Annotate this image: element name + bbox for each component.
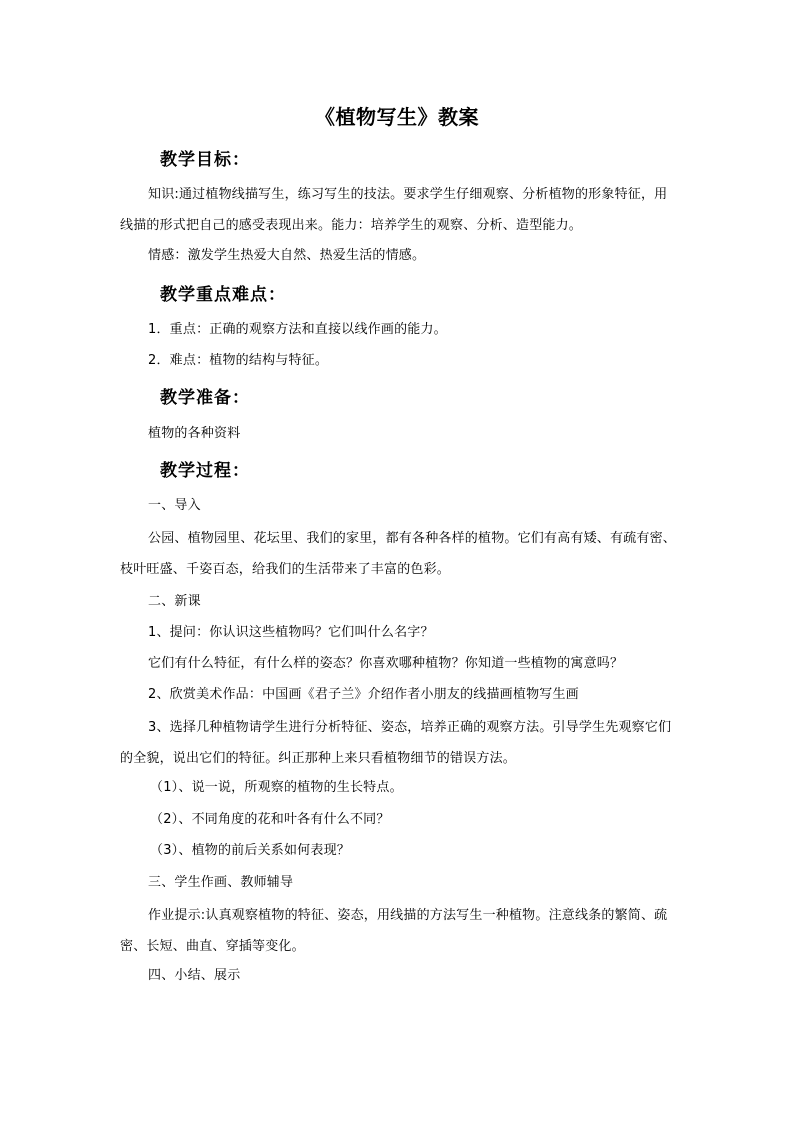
step2-item2: 2、欣赏美术作品：中国画《君子兰》介绍作者小朋友的线描画植物写生画 [148, 687, 579, 702]
step2-title: 二、新课 [148, 594, 201, 609]
step2-sub2: （2）、不同角度的花和叶各有什么不同？ [150, 812, 390, 827]
keypoint-2: 2．难点：植物的结构与特征。 [148, 353, 329, 368]
step1-paragraph: 公园、植物园里、花坛里、我们的家里，都有各种各样的植物。它们有高有矮、有疏有密、枝叶旺盛、千姿百态，给我们的生活带来了丰富的色彩。 [120, 531, 677, 577]
step2-sub1: （1）、说一说，所观察的植物的生长特点。 [150, 780, 403, 795]
document-title: 《植物写生》教案 [315, 105, 479, 129]
step2-item1b: 它们有什么特征，有什么样的姿态？你喜欢哪种植物？你知道一些植物的寓意吗？ [148, 656, 624, 671]
process-heading: 教学过程： [160, 461, 250, 481]
objectives-emotion-line: 情感：激发学生热爱大自然、热爱生活的情感。 [148, 248, 426, 263]
step2-item1: 1、提问：你认识这些植物吗？它们叫什么名字？ [148, 625, 434, 640]
step1-title: 一、导入 [148, 498, 201, 513]
step2-item3-paragraph: 3、选择几种植物请学生进行分析特征、姿态，培养正确的观察方法。引导学生先观察它们的全貌，说出它们的特征。纠正那种上来只看植物细节的错误方法。 [120, 720, 672, 766]
step2-sub3: （3）、植物的前后关系如何表现？ [150, 843, 350, 858]
step4-title: 四、小结、展示 [148, 968, 241, 983]
step3-paragraph: 作业提示:认真观察植物的特征、姿态，用线描的方法写生一种植物。注意线条的繁简、疏密、长短、曲直、穿插等变化。 [120, 908, 668, 954]
prep-text: 植物的各种资料 [148, 426, 241, 441]
objectives-heading: 教学目标： [160, 150, 250, 170]
objectives-knowledge-paragraph: 知识:通过植物线描写生，练习写生的技法。要求学生仔细观察、分析植物的形象特征，用线描的形式把自己的感受表现出来。能力：培养学生的观察、分析、造型能力。 [120, 187, 668, 233]
keypoint-1: 1．重点：正确的观察方法和直接以线作画的能力。 [148, 322, 447, 337]
prep-heading: 教学准备： [160, 388, 250, 408]
keypoints-heading: 教学重点难点： [160, 285, 286, 305]
step3-title: 三、学生作画、教师辅导 [148, 875, 294, 890]
